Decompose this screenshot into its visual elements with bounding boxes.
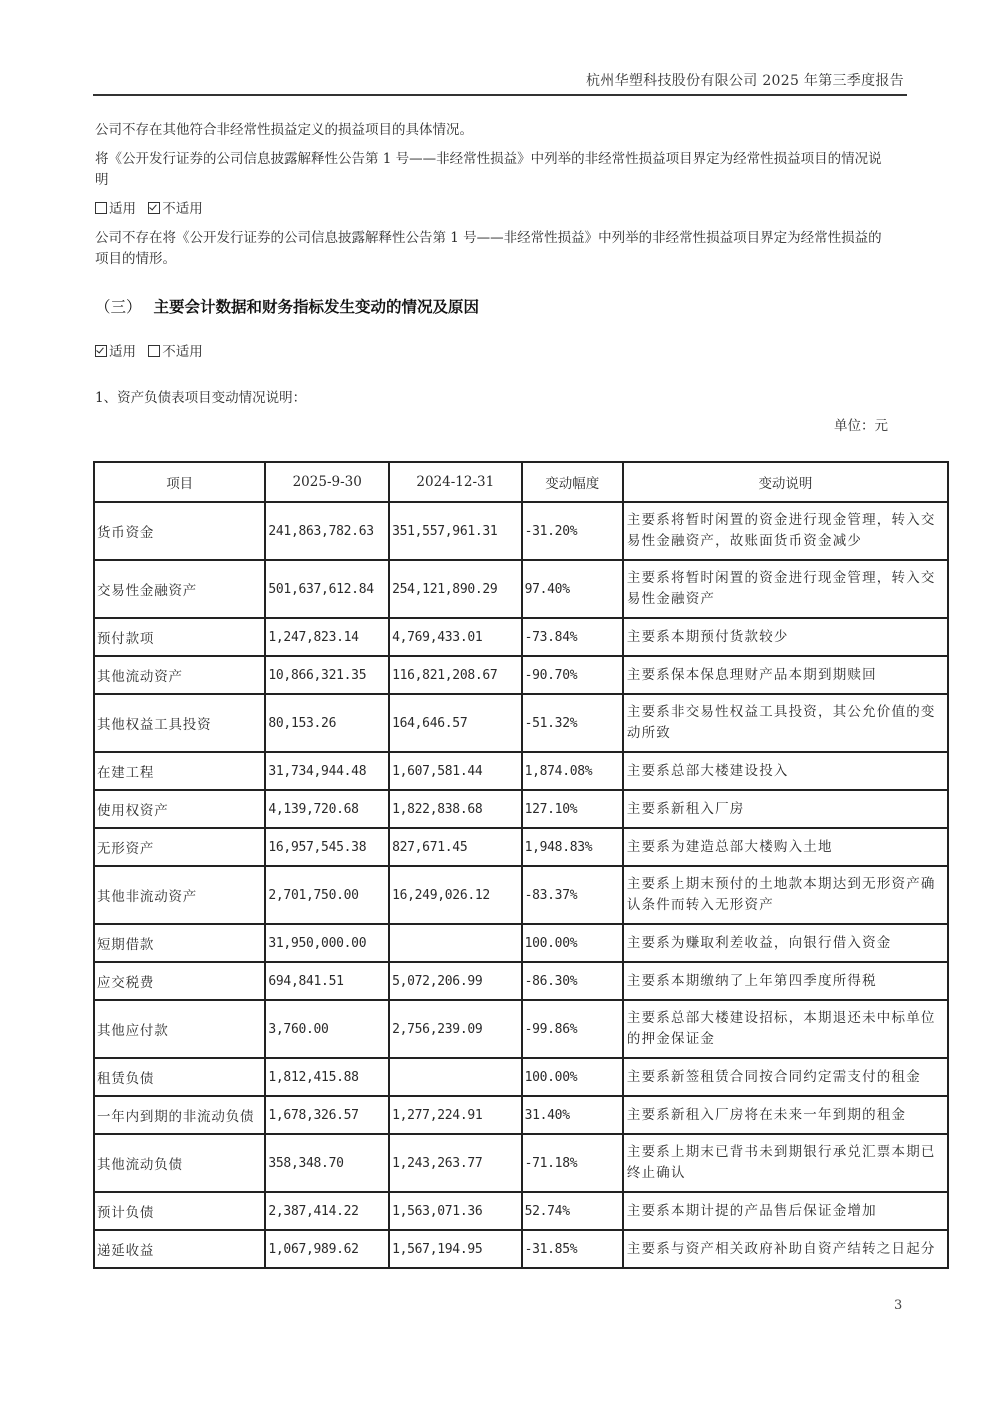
row-current-value: 694,841.51 [265,962,389,1000]
row-change-rate: 1,874.08% [522,752,623,790]
table-row [94,924,948,962]
row-item-name: 其他非流动资产 [94,866,265,924]
row-change-rate: 127.10% [522,790,623,828]
row-change-rate: -86.30% [522,962,623,1000]
not-applicable-checkbox[interactable] [148,345,160,357]
row-prior-value: 1,243,263.77 [389,1134,521,1192]
row-item-name: 短期借款 [94,924,265,962]
row-current-value: 1,812,415.88 [265,1058,389,1096]
header-prior-period: 2024-12-31 [389,462,521,502]
row-change-reason: 主要系本期缴纳了上年第四季度所得税 [623,962,948,1000]
row-current-value: 31,734,944.48 [265,752,389,790]
row-current-value: 2,701,750.00 [265,866,389,924]
table-row [94,1134,948,1192]
row-prior-value: 164,646.57 [389,694,521,752]
row-change-rate: 31.40% [522,1096,623,1134]
table-row [94,1058,948,1096]
row-change-reason: 主要系将暂时闲置的资金进行现金管理，转入交易性金融资产，故账面货币资金减少 [623,502,948,560]
row-current-value: 1,678,326.57 [265,1096,389,1134]
row-current-value: 80,153.26 [265,694,389,752]
row-item-name: 其他流动负债 [94,1134,265,1192]
row-item-name: 其他权益工具投资 [94,694,265,752]
paragraph-no-other-items: 公司不存在其他符合非经常性损益定义的损益项目的具体情况。 [95,122,473,138]
row-change-reason: 主要系总部大楼建设招标，本期退还未中标单位的押金保证金 [623,1000,948,1058]
row-change-reason: 主要系新租入厂房将在未来一年到期的租金 [623,1096,948,1134]
row-change-rate: -51.32% [522,694,623,752]
row-current-value: 1,067,989.62 [265,1230,389,1268]
row-item-name: 无形资产 [94,828,265,866]
section-heading [95,295,479,317]
header-item: 项目 [94,462,265,502]
table-row [94,656,948,694]
row-current-value: 241,863,782.63 [265,502,389,560]
row-change-reason: 主要系将暂时闲置的资金进行现金管理，转入交易性金融资产 [623,560,948,618]
table-row [94,618,948,656]
row-change-rate: -31.85% [522,1230,623,1268]
header-change-reason: 变动说明 [623,462,948,502]
row-change-reason: 主要系上期末已背书未到期银行承兑汇票本期已终止确认 [623,1134,948,1192]
table-row [94,1192,948,1230]
row-current-value: 31,950,000.00 [265,924,389,962]
balance-sheet-subtitle: 1、资产负债表项目变动情况说明： [95,390,307,406]
row-prior-value [389,1058,521,1096]
row-change-rate: -71.18% [522,1134,623,1192]
row-item-name: 交易性金融资产 [94,560,265,618]
row-change-rate: -90.70% [522,656,623,694]
row-item-name: 在建工程 [94,752,265,790]
row-change-rate: 97.40% [522,560,623,618]
row-change-rate: 1,948.83% [522,828,623,866]
row-change-rate: -73.84% [522,618,623,656]
row-prior-value: 351,557,961.31 [389,502,521,560]
row-change-reason: 主要系新租入厂房 [623,790,948,828]
table-row [94,828,948,866]
row-prior-value: 4,769,433.01 [389,618,521,656]
header-change-rate: 变动幅度 [522,462,623,502]
row-current-value: 4,139,720.68 [265,790,389,828]
row-prior-value: 1,822,838.68 [389,790,521,828]
row-change-reason: 主要系总部大楼建设投入 [623,752,948,790]
table-header-row [94,462,948,502]
row-current-value: 1,247,823.14 [265,618,389,656]
table-row [94,962,948,1000]
row-current-value: 3,760.00 [265,1000,389,1058]
table-row [94,790,948,828]
table-row [94,560,948,618]
row-prior-value: 1,277,224.91 [389,1096,521,1134]
table-row [94,1096,948,1134]
section-number: （三） [95,298,142,316]
row-item-name: 递延收益 [94,1230,265,1268]
not-applicable-checkbox[interactable] [148,202,160,214]
row-prior-value: 16,249,026.12 [389,866,521,924]
not-applicable-label: 不适用 [162,344,203,360]
row-current-value: 10,866,321.35 [265,656,389,694]
row-prior-value: 827,671.45 [389,828,521,866]
row-change-reason: 主要系与资产相关政府补助自资产结转之日起分 [623,1230,948,1268]
applicable-label: 适用 [109,201,136,217]
balance-sheet-changes-table [93,461,949,1269]
row-change-rate: 100.00% [522,924,623,962]
row-item-name: 货币资金 [94,502,265,560]
applicability-options-2 [95,342,895,363]
row-change-reason: 主要系为赚取利差收益，向银行借入资金 [623,924,948,962]
not-applicable-label: 不适用 [162,201,203,217]
table-row [94,1000,948,1058]
table-row [94,866,948,924]
unit-label: 单位：元 [834,418,888,434]
header-current-period: 2025-9-30 [265,462,389,502]
row-change-reason: 主要系本期计提的产品售后保证金增加 [623,1192,948,1230]
row-change-rate: 52.74% [522,1192,623,1230]
row-prior-value: 1,563,071.36 [389,1192,521,1230]
row-current-value: 2,387,414.22 [265,1192,389,1230]
row-item-name: 应交税费 [94,962,265,1000]
row-change-reason: 主要系保本保息理财产品本期到期赎回 [623,656,948,694]
report-header-title: 杭州华塑科技股份有限公司 2025 年第三季度报告 [585,73,904,89]
row-item-name: 使用权资产 [94,790,265,828]
row-prior-value: 1,607,581.44 [389,752,521,790]
row-change-rate: -99.86% [522,1000,623,1058]
paragraph-classification-explanation: 将《公开发行证券的公司信息披露解释性公告第 1 号——非经常性损益》中列举的非经常性损益项目界定为经常性损益项目的情况说明 [95,151,882,188]
row-prior-value: 1,567,194.95 [389,1230,521,1268]
row-item-name: 其他应付款 [94,1000,265,1058]
header-divider [93,94,907,96]
row-current-value: 358,348.70 [265,1134,389,1192]
table-row [94,694,948,752]
row-prior-value: 2,756,239.09 [389,1000,521,1058]
table-body [94,502,948,1268]
row-change-rate: -31.20% [522,502,623,560]
row-change-reason: 主要系本期预付货款较少 [623,618,948,656]
table-row [94,1230,948,1268]
row-prior-value: 116,821,208.67 [389,656,521,694]
row-change-reason: 主要系非交易性权益工具投资，其公允价值的变动所致 [623,694,948,752]
paragraph-no-reclassification: 公司不存在将《公开发行证券的公司信息披露解释性公告第 1 号——非经常性损益》中列举的非经常性损益项目界定为经常性损益的项目的情形。 [95,230,882,267]
row-change-reason: 主要系上期末预付的土地款本期达到无形资产确认条件而转入无形资产 [623,866,948,924]
row-current-value: 501,637,612.84 [265,560,389,618]
applicability-options-1 [95,199,895,220]
section-title: 主要会计数据和财务指标发生变动的情况及原因 [153,297,480,316]
row-item-name: 一年内到期的非流动负债 [94,1096,265,1134]
applicable-checkbox[interactable] [95,345,107,357]
page-number: 3 [894,1298,903,1313]
applicable-checkbox[interactable] [95,202,107,214]
applicable-label: 适用 [109,344,136,360]
row-item-name: 租赁负债 [94,1058,265,1096]
row-prior-value: 5,072,206.99 [389,962,521,1000]
row-change-reason: 主要系为建造总部大楼购入土地 [623,828,948,866]
row-item-name: 其他流动资产 [94,656,265,694]
row-change-reason: 主要系新签租赁合同按合同约定需支付的租金 [623,1058,948,1096]
row-item-name: 预计负债 [94,1192,265,1230]
row-change-rate: 100.00% [522,1058,623,1096]
row-item-name: 预付款项 [94,618,265,656]
table-row [94,752,948,790]
row-prior-value: 254,121,890.29 [389,560,521,618]
row-current-value: 16,957,545.38 [265,828,389,866]
row-change-rate: -83.37% [522,866,623,924]
row-prior-value [389,924,521,962]
table-row [94,502,948,560]
